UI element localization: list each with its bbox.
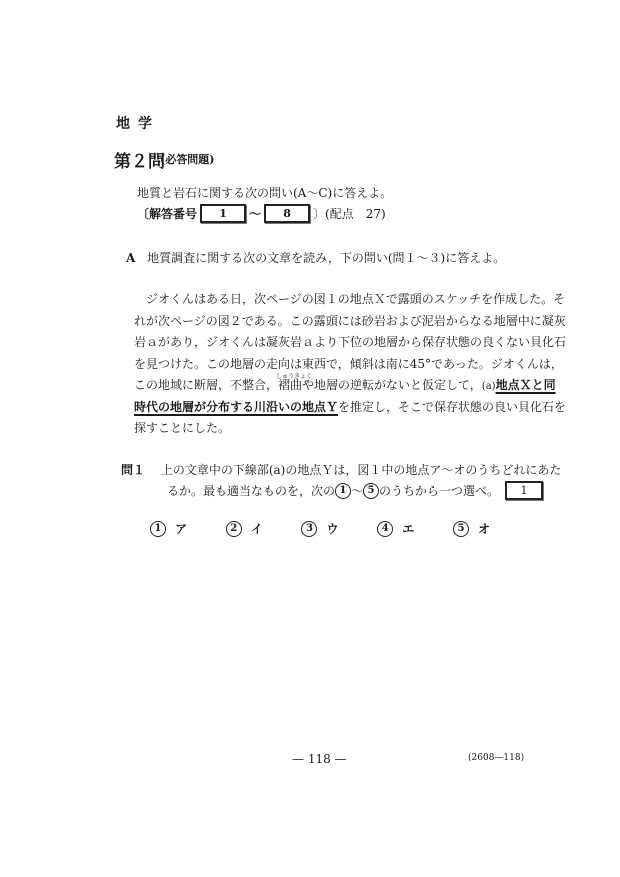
passage-line bbox=[134, 373, 556, 397]
ruby-word bbox=[276, 373, 313, 397]
choices bbox=[150, 520, 490, 537]
choice-5[interactable] bbox=[453, 520, 490, 537]
choice-label: イ bbox=[250, 522, 263, 536]
section-letter: A bbox=[126, 251, 136, 265]
question-title: 第２問 bbox=[114, 152, 165, 172]
question-1-line2 bbox=[167, 481, 546, 500]
choice-label: ア bbox=[175, 522, 188, 536]
passage-line: を見つけた。この地層の走向は東西で，傾斜は南に45°であった。ジオくんは， bbox=[134, 356, 563, 371]
passage-line: ジオくんはある日，次ページの図１の地点Ｘで露頭のスケッチを作成した。そ bbox=[134, 292, 566, 306]
question-number: 問１ bbox=[121, 463, 146, 477]
ruby-reading: しゅうきょく bbox=[276, 373, 313, 380]
answer-range-tilde: ～ bbox=[249, 207, 262, 221]
passage-text: 曲や地層の逆転がないと仮定して， bbox=[290, 378, 482, 392]
question-note: (必答問題) bbox=[160, 153, 215, 166]
choice-4[interactable] bbox=[377, 520, 414, 537]
section-a-text: 地質調査に関する次の文章を読み，下の問い(問１～３)に答えよ。 bbox=[147, 251, 506, 265]
underlined-text: 地点Ｘと同 bbox=[495, 378, 556, 392]
question-1-text: 上の文章中の下線部(a)の地点Ｙは，図１中の地点ア～オのうちどれにあた bbox=[160, 463, 562, 477]
answer-box: 1 bbox=[505, 481, 543, 500]
circled-number-icon: 4 bbox=[377, 521, 393, 537]
answer-box-last: 8 bbox=[264, 204, 310, 223]
passage-line: れが次ページの図２である。この露頭には砂岩および泥岩からなる地層中に凝灰 bbox=[134, 313, 566, 328]
choice-3[interactable] bbox=[301, 520, 338, 537]
question-1 bbox=[121, 460, 561, 481]
page-code: (2608—118) bbox=[468, 753, 525, 763]
passage-text: を推定し，そこで保存状態の良い貝化石を bbox=[338, 399, 567, 414]
tilde: ～ bbox=[351, 484, 364, 498]
circled-number-icon: 3 bbox=[301, 521, 317, 537]
circled-number-icon: 2 bbox=[226, 521, 242, 537]
answer-range-suffix: 〕(配点 27) bbox=[313, 207, 386, 221]
answer-range-line bbox=[137, 204, 386, 223]
underlined-text: 時代の地層が分布する川沿いの地点Ｙ bbox=[134, 399, 339, 414]
question-1-text: るか。最も適当なものを，次の bbox=[167, 484, 336, 498]
question-intro: 地質と岩石に関する次の問い(A～C)に答えよ。 bbox=[137, 186, 393, 200]
subject-heading: 地学 bbox=[116, 116, 160, 132]
circled-number-icon: 1 bbox=[150, 521, 166, 537]
ruby-base: 褶 bbox=[278, 378, 291, 392]
page-number: — 118 — bbox=[292, 752, 347, 766]
choice-1[interactable] bbox=[150, 520, 187, 537]
choice-2[interactable] bbox=[226, 520, 263, 537]
passage-line: 探すことにした。 bbox=[134, 421, 231, 435]
answer-box-first: 1 bbox=[200, 204, 246, 223]
question-1-text: のうちから一つ選べ。 bbox=[379, 484, 500, 498]
circled-number-icon: 5 bbox=[453, 521, 469, 537]
passage bbox=[134, 289, 567, 440]
passage-line bbox=[134, 397, 567, 419]
section-a-heading bbox=[126, 249, 505, 266]
choice-label: オ bbox=[477, 522, 490, 536]
circled-number-icon: 1 bbox=[335, 483, 351, 499]
underline-marker: (a) bbox=[481, 381, 496, 392]
circled-number-icon: 5 bbox=[363, 483, 379, 499]
passage-line: 岩ａがあり，ジオくんは凝灰岩ａより下位の地層から保存状態の良くない貝化石 bbox=[134, 335, 567, 349]
passage-text: この地域に断層，不整合， bbox=[134, 378, 279, 392]
answer-range-prefix: 〔解答番号 bbox=[137, 207, 198, 221]
choice-label: ウ bbox=[326, 522, 339, 536]
choice-label: エ bbox=[402, 522, 415, 536]
